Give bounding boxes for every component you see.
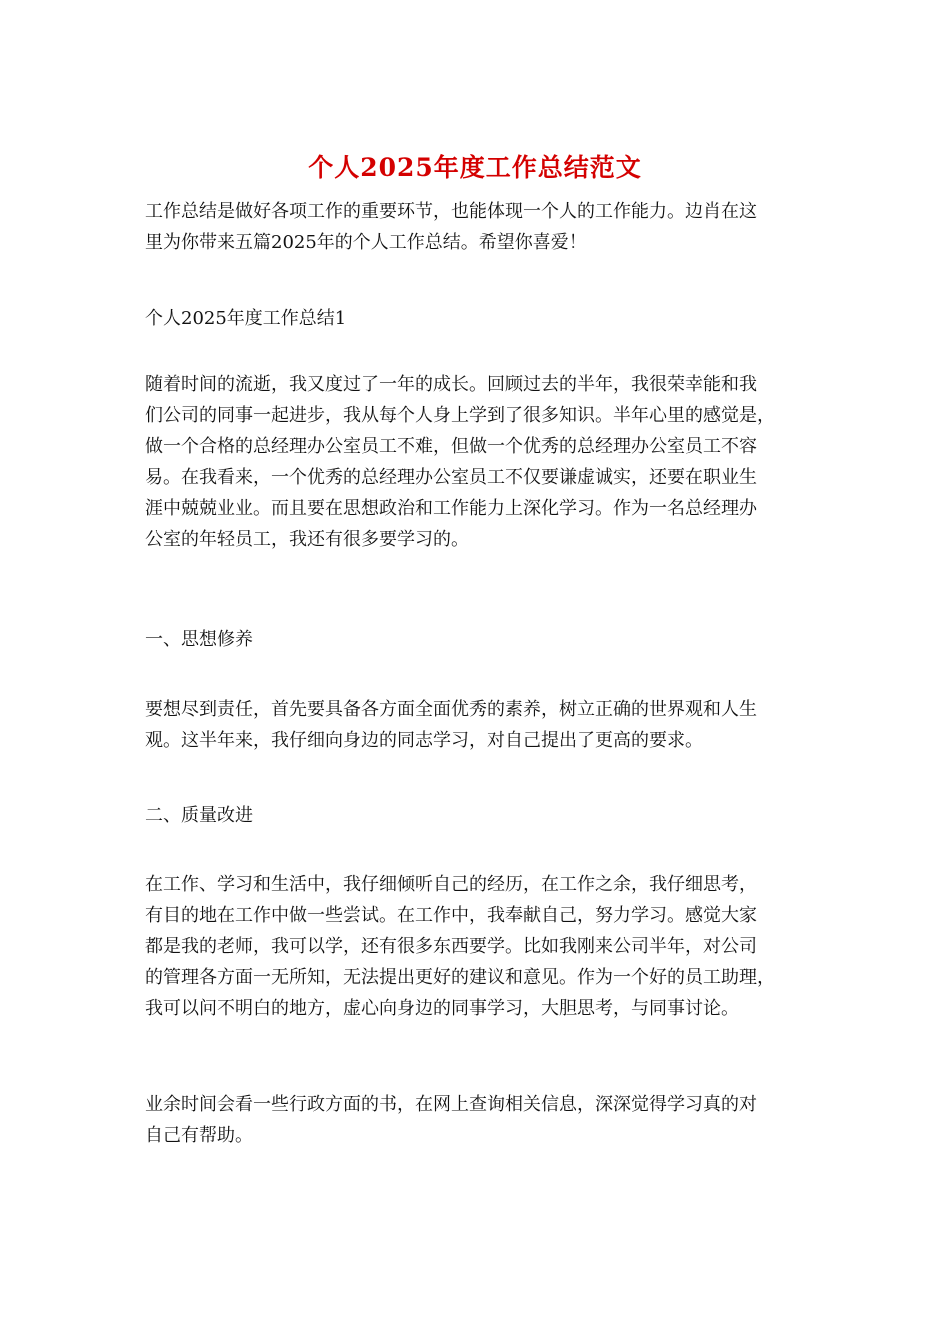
paragraph-line: 在工作、学习和生活中，我仔细倾听自己的经历，在工作之余，我仔细思考， (145, 874, 757, 895)
paragraph-3 (145, 869, 815, 1024)
section-heading: 个人2025年度工作总结1 (145, 308, 347, 329)
paragraph-line: 都是我的老师，我可以学，还有很多东西要学。比如我刚来公司半年，对公司 (145, 936, 757, 957)
paragraph-line: 要想尽到责任，首先要具备各方面全面优秀的素养，树立正确的世界观和人生 (145, 699, 757, 720)
paragraph-line: 我可以问不明白的地方，虚心向身边的同事学习，大胆思考，与同事讨论。 (145, 998, 739, 1019)
paragraph-line: 们公司的同事一起进步，我从每个人身上学到了很多知识。半年心里的感觉是， (145, 405, 775, 426)
paragraph-1 (145, 369, 815, 555)
paragraph-line: 涯中兢兢业业。而且要在思想政治和工作能力上深化学习。作为一名总经理办 (145, 498, 757, 519)
paragraph-4 (145, 1089, 815, 1151)
paragraph-line: 自己有帮助。 (145, 1125, 253, 1146)
paragraph-line: 随着时间的流逝，我又度过了一年的成长。回顾过去的半年，我很荣幸能和我 (145, 374, 757, 395)
intro-paragraph (145, 196, 815, 258)
paragraph-line: 观。这半年来，我仔细向身边的同志学习，对自己提出了更高的要求。 (145, 730, 703, 751)
paragraph-line: 有目的地在工作中做一些尝试。在工作中，我奉献自己，努力学习。感觉大家 (145, 905, 757, 926)
paragraph-2 (145, 694, 815, 756)
intro-line: 里为你带来五篇2025年的个人工作总结。希望你喜爱！ (145, 232, 587, 253)
paragraph-line: 公室的年轻员工，我还有很多要学习的。 (145, 529, 469, 550)
heading-thought: 一、思想修养 (145, 629, 253, 650)
intro-line: 工作总结是做好各项工作的重要环节，也能体现一个人的工作能力。边肖在这 (145, 201, 757, 222)
paragraph-line: 做一个合格的总经理办公室员工不难，但做一个优秀的总经理办公室员工不容 (145, 436, 757, 457)
heading-quality: 二、质量改进 (145, 805, 253, 826)
paragraph-line: 业余时间会看一些行政方面的书，在网上查询相关信息，深深觉得学习真的对 (145, 1094, 757, 1115)
paragraph-line: 的管理各方面一无所知，无法提出更好的建议和意见。作为一个好的员工助理， (145, 967, 775, 988)
document-title: 个人2025年度工作总结范文 (308, 153, 642, 182)
paragraph-line: 易。在我看来，一个优秀的总经理办公室员工不仅要谦虚诚实，还要在职业生 (145, 467, 757, 488)
